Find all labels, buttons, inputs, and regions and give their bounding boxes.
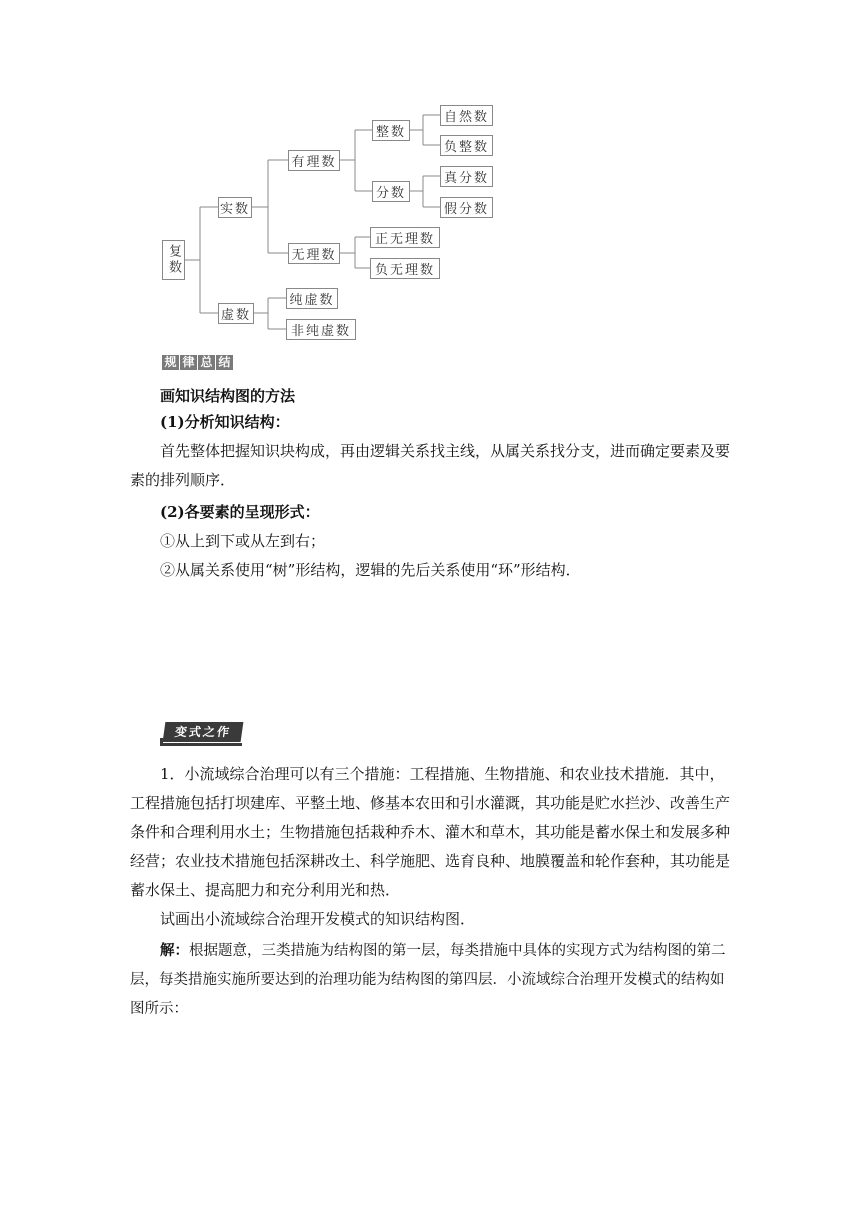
exercise-answer [130,936,730,1024]
summary-title: 画知识结构图的方法 [160,387,296,405]
connector-rational [340,130,372,191]
summary-badge-char: 规 [162,355,179,370]
connector-fraction [410,176,440,207]
node-fraction: 分数 [372,181,410,202]
exercise-task: 试画出小流域综合治理开发模式的知识结构图． [160,910,476,928]
summary-step-1-text: 首先整体把握知识块构成，再由逻辑关系找主线，从属关系找分支，进而确定要素及要素的排列顺序． [130,442,731,489]
connector-irrational [340,237,370,268]
node-real: 实数 [218,197,252,218]
exercise-badge-label: 变式之作 [163,722,244,742]
node-neg-irrational: 负无理数 [370,258,440,279]
node-imaginary: 虚数 [218,303,254,324]
node-proper-fraction: 真分数 [440,166,493,187]
node-natural: 自然数 [440,105,493,126]
node-integer: 整数 [372,120,410,141]
summary-item-2: ②从属关系使用“树”形结构，逻辑的先后关系使用“环”形结构． [160,561,581,579]
exercise-question: 1．小流域综合治理可以有三个措施：工程措施、生物措施、和农业技术措施．其中，工程措施包括打坝建库、平整土地、修基本农田和引水灌溉，其功能是贮水拦沙、改善生产条件和合理利用水土；生物措施包括栽种乔木、灌木和草木，其功能是蓄水保土和发展多种经营；农业技术措施包括深耕改土、科学施肥、选育良种、地膜覆盖和轮作套种，其功能是蓄水保土、提高肥力和充分利用光和热． [130,765,731,899]
exercise-badge [160,722,244,746]
answer-text: 根据题意，三类措施为结构图的第一层，每类措施中具体的实现方式为结构图的第二层，每类措施实施所要达到的治理功能为结构图的第四层．小流域综合治理开发模式的结构如图所示： [130,943,726,1017]
node-pos-irrational: 正无理数 [370,227,440,248]
node-irrational: 无理数 [288,243,340,264]
connector-root [185,207,218,313]
node-improper-fraction: 假分数 [440,197,493,218]
node-non-pure-imaginary: 非纯虚数 [286,319,356,340]
summary-step-2: (2)各要素的呈现形式： [160,503,320,521]
summary-badge-char: 律 [180,355,197,370]
summary-badge [162,355,233,370]
node-rational: 有理数 [288,150,340,171]
answer-label: 解： [160,942,189,959]
tree-connectors [0,0,860,360]
node-pure-imaginary: 纯虚数 [286,288,338,309]
summary-item-1: ①从上到下或从左到右； [160,532,326,550]
summary-badge-char: 总 [198,355,215,370]
summary-badge-char: 结 [216,355,233,370]
node-complex: 复数 [162,240,185,280]
summary-step-1: (1)分析知识结构： [160,413,290,431]
connector-integer [410,115,440,145]
node-neg-integer: 负整数 [440,135,493,156]
connector-imaginary [254,298,286,329]
connector-real [252,160,288,253]
